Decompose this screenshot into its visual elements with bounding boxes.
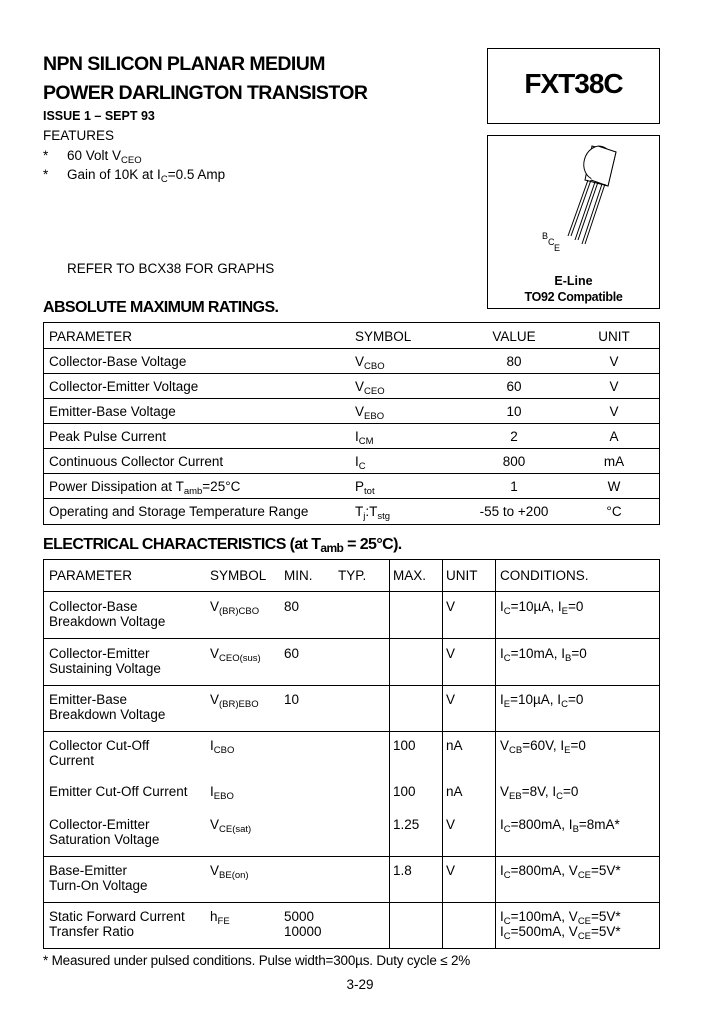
ec-row-param: Collector-Base Breakdown Voltage bbox=[49, 599, 166, 629]
ec-row-symbol: $V_{(BR)CBO}$ bbox=[210, 599, 260, 617]
to92-package-icon bbox=[488, 136, 659, 256]
feature-bullet-2: * bbox=[43, 167, 49, 182]
ec-row-conditions: $I_C=800mA$, $V_{CE}=5V*$ bbox=[500, 863, 621, 881]
amr-header-unit: UNIT bbox=[598, 329, 630, 344]
package-box bbox=[487, 135, 660, 309]
ec-row-symbol: $h_{FE}$ bbox=[210, 909, 230, 927]
ec-header-max: MAX. bbox=[393, 568, 427, 583]
ec-header-unit: UNIT bbox=[446, 568, 478, 583]
ec-row-conditions: $I_E=10\mu A$, $I_C=0$ bbox=[500, 692, 584, 710]
features-heading: FEATURES bbox=[43, 128, 115, 143]
ec-row-param: Collector Cut-Off Current bbox=[49, 738, 150, 768]
amr-row-divider bbox=[44, 373, 659, 374]
amr-row-value: 1 bbox=[510, 479, 518, 494]
page-number: 3-29 bbox=[346, 977, 374, 992]
ec-row-param: Emitter Cut-Off Current bbox=[49, 784, 188, 799]
ec-row-unit: V bbox=[446, 863, 456, 878]
pin-b-label: B bbox=[542, 231, 549, 241]
ec-row-min: 80 bbox=[284, 599, 300, 614]
ec-col-divider-conditions bbox=[495, 560, 496, 948]
ec-row-conditions: $V_{CB}=60V$, $I_E=0$ bbox=[500, 738, 586, 756]
ec-row-unit: V bbox=[446, 646, 456, 661]
amr-row-divider bbox=[44, 423, 659, 424]
amr-row-unit: V bbox=[609, 379, 619, 394]
amr-row-param: Collector-Emitter Voltage bbox=[49, 379, 199, 394]
ec-row-symbol: $V_{CE(sat)}$ bbox=[210, 817, 252, 835]
amr-header-symbol: SYMBOL bbox=[355, 329, 412, 344]
amr-row-unit: mA bbox=[603, 454, 625, 469]
ec-header-conditions: CONDITIONS. bbox=[500, 568, 589, 583]
ec-row-conditions: $I_C=800mA$, $I_B=8mA*$ bbox=[500, 817, 620, 835]
amr-row-symbol: $I_C$ bbox=[355, 454, 366, 472]
amr-row-param: Emitter-Base Voltage bbox=[49, 404, 176, 419]
ec-row-symbol: $I_{CBO}$ bbox=[210, 738, 235, 756]
amr-row-param: Collector-Base Voltage bbox=[49, 354, 187, 369]
refer-note: REFER TO BCX38 FOR GRAPHS bbox=[67, 261, 275, 276]
package-compat: TO92 Compatible bbox=[524, 290, 623, 304]
ec-row-max: 1.25 bbox=[393, 817, 420, 832]
amr-row-param: Operating and Storage Temperature Range bbox=[49, 504, 309, 519]
amr-header-divider bbox=[44, 348, 659, 349]
ec-row-param: Static Forward Current Transfer Ratio bbox=[49, 909, 185, 939]
ec-row-param: Base-Emitter Turn-On Voltage bbox=[49, 863, 148, 893]
amr-row-param: Continuous Collector Current bbox=[49, 454, 224, 469]
package-name: E-Line bbox=[554, 274, 593, 288]
ec-header-min: MIN. bbox=[284, 568, 313, 583]
part-number-box bbox=[487, 48, 660, 124]
title-line-1: NPN SILICON PLANAR MEDIUM bbox=[43, 53, 325, 75]
amr-row-value: -55 to +200 bbox=[479, 504, 549, 519]
feature-item-1: 60 Volt $V_{CEO}$ bbox=[67, 148, 142, 166]
amr-row-symbol: $V_{EBO}$ bbox=[355, 404, 385, 422]
ec-row-unit: V bbox=[446, 817, 456, 832]
issue-label: ISSUE 1 – SEPT 93 bbox=[43, 109, 155, 123]
amr-row-divider bbox=[44, 448, 659, 449]
ec-row-divider bbox=[44, 731, 659, 732]
amr-row-symbol: $V_{CEO}$ bbox=[355, 379, 385, 397]
ec-table bbox=[43, 559, 660, 949]
ec-row-divider bbox=[44, 856, 659, 857]
amr-row-symbol: $P_{tot}$ bbox=[355, 479, 375, 497]
ec-row-divider bbox=[44, 902, 659, 903]
ec-row-param: Collector-Emitter Sustaining Voltage bbox=[49, 646, 161, 676]
ec-row-max: 1.8 bbox=[393, 863, 412, 878]
ec-row-symbol: $I_{EBO}$ bbox=[210, 784, 234, 802]
ec-col-divider-unit bbox=[442, 560, 443, 948]
amr-row-unit: V bbox=[609, 354, 619, 369]
amr-table bbox=[43, 322, 660, 525]
amr-row-symbol: $T_j:T_{stg}$ bbox=[355, 504, 391, 522]
amr-header-value: VALUE bbox=[492, 329, 536, 344]
ec-row-conditions: $I_C=10mA$, $I_B=0$ bbox=[500, 646, 587, 664]
ec-row-min: 5000 10000 bbox=[284, 909, 322, 939]
feature-bullet-1: * bbox=[43, 148, 49, 163]
amr-row-value: 10 bbox=[506, 404, 522, 419]
ec-header-typ: TYP. bbox=[338, 568, 367, 583]
ec-heading: ELECTRICAL CHARACTERISTICS (at $T_{amb} = 25^\circ C$). bbox=[43, 536, 402, 555]
amr-row-symbol: $V_{CBO}$ bbox=[355, 354, 385, 372]
amr-row-value: 2 bbox=[510, 429, 518, 444]
ec-row-symbol: $V_{(BR)EBO}$ bbox=[210, 692, 259, 710]
amr-row-value: 60 bbox=[506, 379, 522, 394]
footnote: * Measured under pulsed conditions. Pulse width=300µs. Duty cycle ≤ 2% bbox=[43, 953, 471, 968]
ec-row-unit: V bbox=[446, 692, 456, 707]
amr-row-value: 80 bbox=[506, 354, 522, 369]
ec-row-max: 100 bbox=[393, 738, 416, 753]
ec-row-unit: V bbox=[446, 599, 456, 614]
ec-row-conditions: $I_C=100mA$, $V_{CE}=5V*$ $I_C=500mA$, $V_{CE}=5V*$ bbox=[500, 909, 621, 942]
ec-header-parameter: PARAMETER bbox=[49, 568, 133, 583]
pin-e-label: E bbox=[554, 243, 561, 253]
ec-row-conditions: $I_C=10\mu A$, $I_E=0$ bbox=[500, 599, 584, 617]
amr-row-unit: °C bbox=[606, 504, 622, 519]
amr-row-symbol: $I_{CM}$ bbox=[355, 429, 374, 447]
ec-row-param: Collector-Emitter Saturation Voltage bbox=[49, 817, 160, 847]
ec-row-max: 100 bbox=[393, 784, 416, 799]
ec-row-unit: nA bbox=[446, 738, 463, 753]
ec-row-divider bbox=[44, 638, 659, 639]
feature-item-2: Gain of 10K at $I_C=0.5$ Amp bbox=[67, 167, 226, 185]
ec-row-unit: nA bbox=[446, 784, 463, 799]
amr-row-param: Power Dissipation at $T_{amb}=25^\circ C$ bbox=[49, 479, 241, 497]
ec-row-min: 10 bbox=[284, 692, 300, 707]
amr-row-param: Peak Pulse Current bbox=[49, 429, 167, 444]
ec-header-symbol: SYMBOL bbox=[210, 568, 267, 583]
part-number: FXT38C bbox=[524, 68, 623, 99]
amr-row-divider bbox=[44, 498, 659, 499]
ec-row-symbol: $V_{BE(on)}$ bbox=[210, 863, 249, 881]
ec-row-param: Emitter-Base Breakdown Voltage bbox=[49, 692, 166, 722]
ec-col-divider-max bbox=[389, 560, 390, 948]
amr-row-unit: V bbox=[609, 404, 619, 419]
amr-row-unit: A bbox=[609, 429, 619, 444]
amr-row-unit: W bbox=[607, 479, 621, 494]
ec-header-divider bbox=[44, 591, 659, 592]
ec-row-conditions: $V_{EB}=8V$, $I_C=0$ bbox=[500, 784, 579, 802]
amr-heading: ABSOLUTE MAXIMUM RATINGS. bbox=[43, 299, 279, 316]
amr-header-parameter: PARAMETER bbox=[49, 329, 133, 344]
ec-row-divider bbox=[44, 685, 659, 686]
title-line-2: POWER DARLINGTON TRANSISTOR bbox=[43, 82, 368, 104]
amr-row-divider bbox=[44, 398, 659, 399]
ec-row-min: 60 bbox=[284, 646, 300, 661]
ec-row-symbol: $V_{CEO(sus)}$ bbox=[210, 646, 261, 664]
pin-c-label: C bbox=[548, 237, 555, 247]
amr-row-divider bbox=[44, 473, 659, 474]
amr-row-value: 800 bbox=[502, 454, 526, 469]
